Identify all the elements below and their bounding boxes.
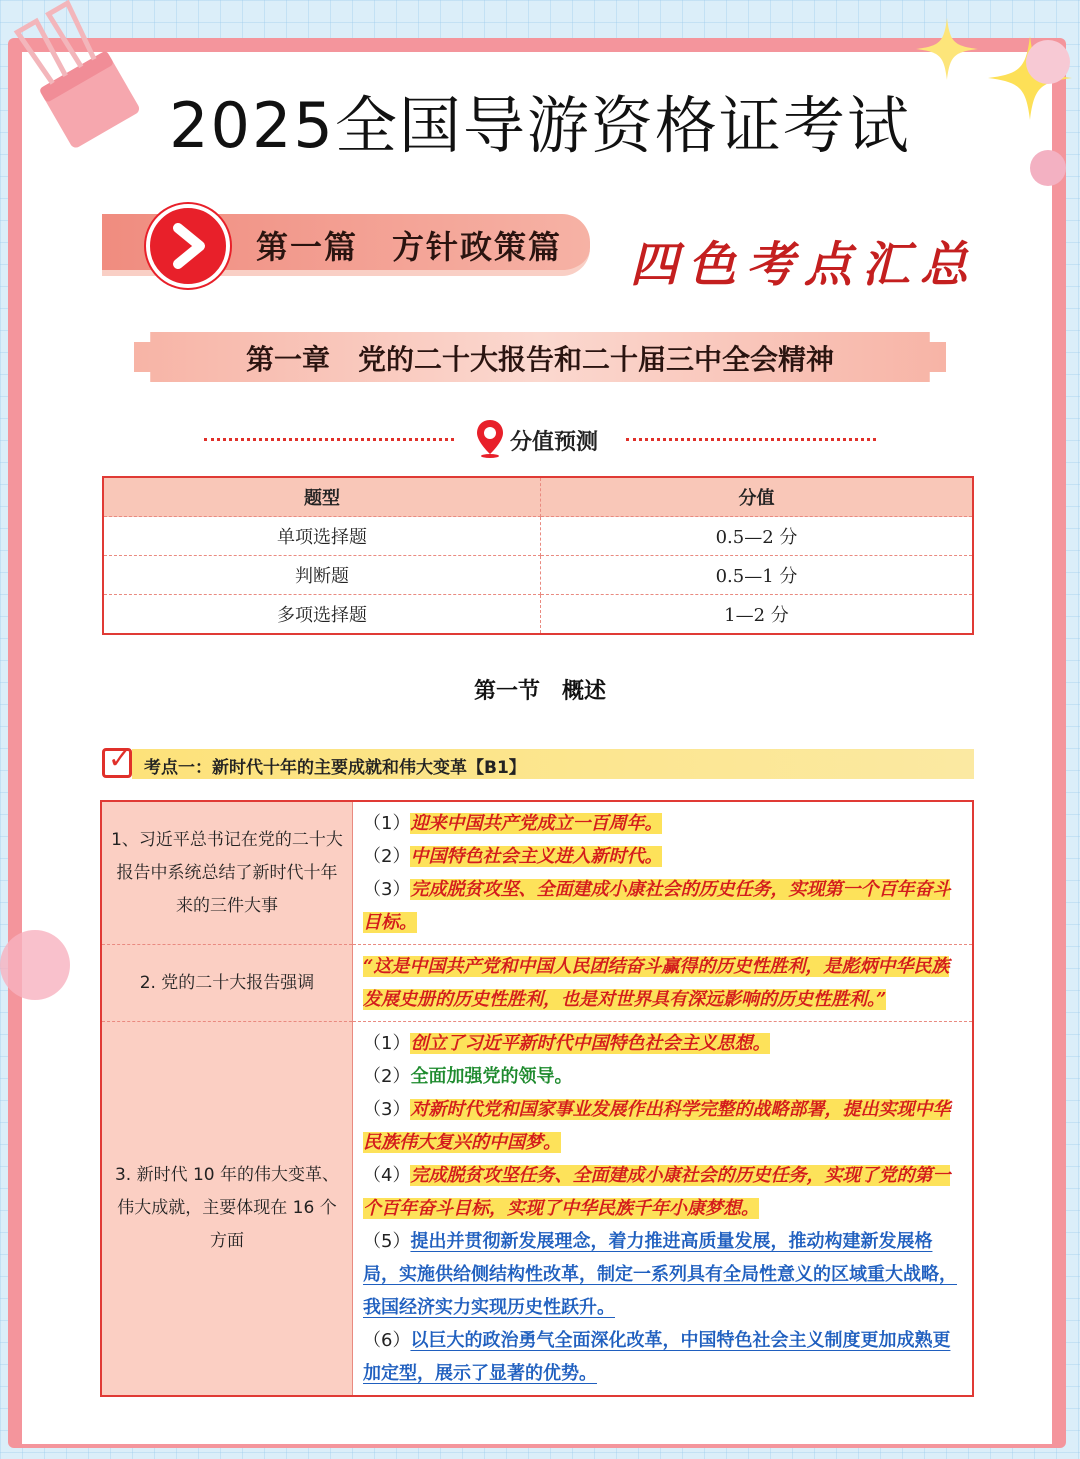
chapter-title: 第一章 党的二十大报告和二十届三中全会精神	[245, 343, 834, 376]
row1-content	[353, 801, 974, 945]
cell-score: 0.5—1 分	[541, 556, 974, 595]
list-item	[363, 1324, 964, 1390]
item-number: （6）	[363, 1330, 411, 1351]
list-item	[363, 873, 964, 939]
list-item	[363, 807, 964, 840]
row1-label: 1、习近平总书记在党的二十大报告中系统总结了新时代十年来的三件大事	[101, 801, 353, 945]
item-text: 以巨大的政治勇气全面深化改革，中国特色社会主义制度更加成熟更加定型，展示了显著的优势。	[363, 1330, 951, 1384]
quote-text: “这是中国共产党和中国人民团结奋斗赢得的历史性胜利，是彪炳中华民族发展史册的历史性胜利，也是对世界具有深远影响的历史性胜利。”	[363, 956, 950, 1010]
row2-label: 2. 党的二十大报告强调	[101, 945, 353, 1022]
item-text: 全面加强党的领导。	[410, 1066, 573, 1087]
row2-content	[353, 945, 974, 1022]
item-number: （2）	[363, 846, 411, 867]
section-title: 第一节 概述	[473, 679, 606, 704]
table-row	[103, 595, 973, 635]
table-header-row	[103, 477, 973, 517]
item-number: （4）	[363, 1165, 411, 1186]
cell-type: 判断题	[103, 556, 541, 595]
page-title: 2025全国导游资格证考试	[169, 89, 911, 162]
divider-dots-left	[204, 438, 454, 441]
item-number: （5）	[363, 1231, 411, 1252]
content-row-2	[101, 945, 973, 1022]
cell-type: 多项选择题	[103, 595, 541, 635]
content-row-3	[101, 1022, 973, 1397]
item-text: 中国特色社会主义进入新时代。	[410, 846, 663, 867]
chevron-right-icon	[150, 208, 226, 284]
list-item	[363, 840, 964, 873]
list-item	[363, 1060, 964, 1093]
item-number: （1）	[363, 1033, 411, 1054]
cell-score: 1—2 分	[541, 595, 974, 635]
point-title: 考点一：新时代十年的主要成就和伟大变革【B1】	[144, 758, 526, 778]
sparkle-small-icon	[916, 18, 978, 80]
table-row	[103, 556, 973, 595]
list-item	[363, 1027, 964, 1060]
bubble-left	[0, 930, 70, 1000]
cell-type: 单项选择题	[103, 517, 541, 556]
location-pin-icon	[475, 418, 505, 458]
sticker-title: 四色考点汇总	[630, 237, 979, 293]
item-text: 迎来中国共产党成立一百周年。	[410, 813, 663, 834]
item-number: （3）	[363, 1099, 411, 1120]
list-item	[363, 1225, 964, 1324]
item-text: 完成脱贫攻坚、全面建成小康社会的历史任务，实现第一个百年奋斗目标。	[363, 879, 951, 933]
item-number: （3）	[363, 879, 411, 900]
header-score: 分值	[541, 477, 974, 517]
header-type: 题型	[103, 477, 541, 517]
divider-dots-right	[626, 438, 876, 441]
row3-label: 3. 新时代 10 年的伟大变革、伟大成就，主要体现在 16 个方面	[101, 1022, 353, 1397]
list-item	[363, 1159, 964, 1225]
table-row	[103, 517, 973, 556]
content-row-1	[101, 801, 973, 945]
content-table	[100, 800, 974, 1397]
arrow-badge	[146, 204, 230, 288]
item-text: 提出并贯彻新发展理念，着力推进高质量发展，推动构建新发展格局，实施供给侧结构性改革，制定一系列具有全局性意义的区域重大战略，我国经济实力实现历史性跃升。	[363, 1231, 957, 1318]
score-table	[102, 476, 974, 635]
item-number: （1）	[363, 813, 411, 834]
item-text: 创立了习近平新时代中国特色社会主义思想。	[410, 1033, 771, 1054]
item-text: 完成脱贫攻坚任务、全面建成小康社会的历史任务，实现了党的第一个百年奋斗目标，实现了中华民族千年小康梦想。	[363, 1165, 951, 1219]
item-text: 对新时代党和国家事业发展作出科学完整的战略部署，提出实现中华民族伟大复兴的中国梦。	[363, 1099, 951, 1153]
cell-score: 0.5—2 分	[541, 517, 974, 556]
check-icon: ✓	[108, 742, 132, 775]
item-number: （2）	[363, 1066, 411, 1087]
row3-content	[353, 1022, 974, 1397]
part-title: 第一篇 方针政策篇	[256, 228, 563, 266]
list-item	[363, 1093, 964, 1159]
score-prediction-label: 分值预测	[510, 429, 599, 455]
